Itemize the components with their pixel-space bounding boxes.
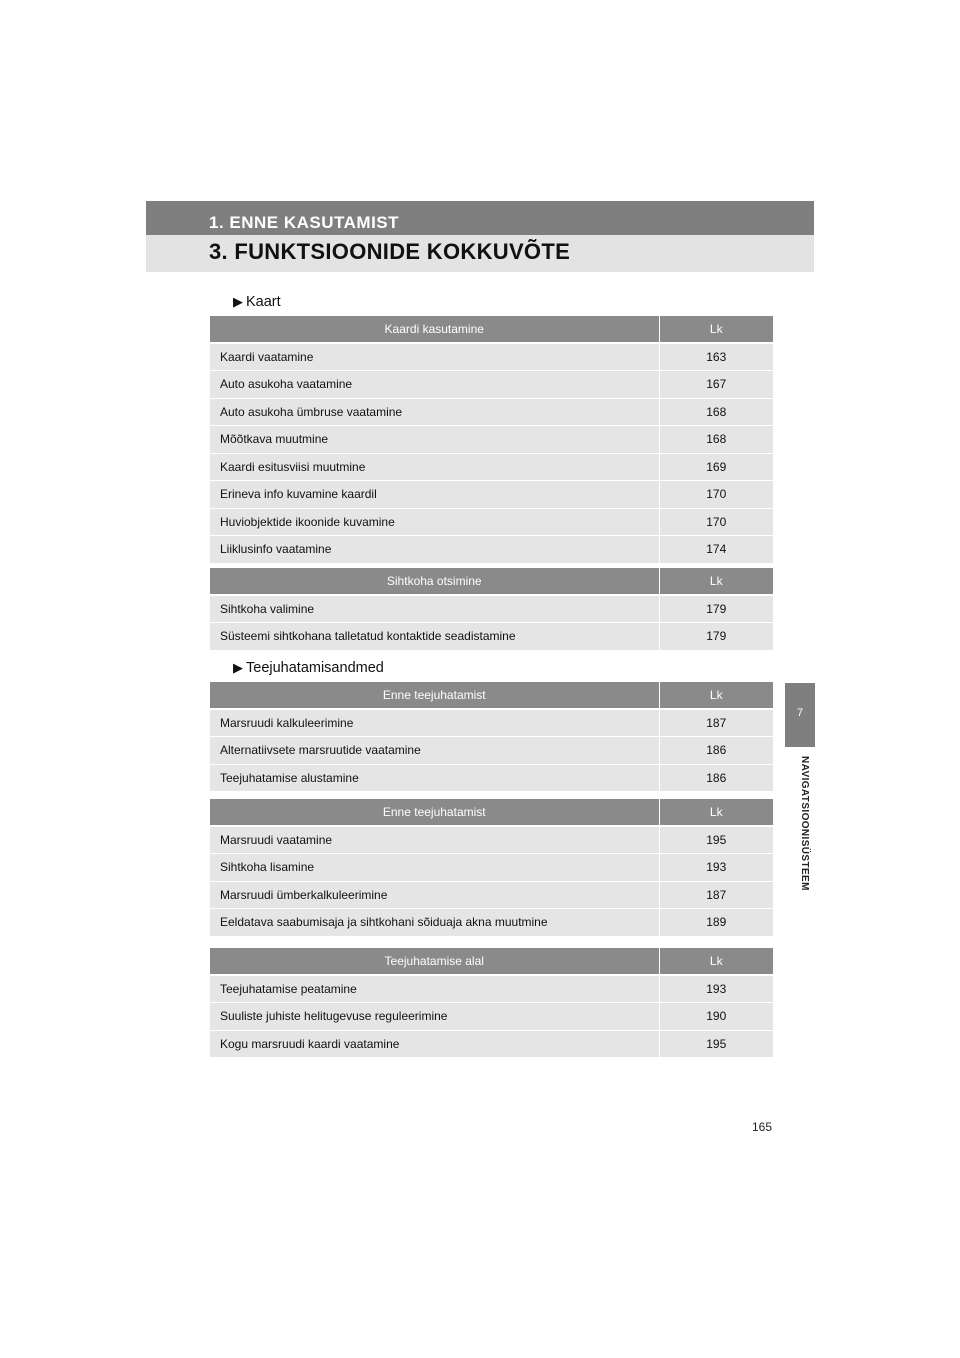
page-ref-cell: 186: [659, 764, 773, 792]
heading-label: Teejuhatamisandmed: [246, 660, 384, 676]
column-header-function: Sihtkoha otsimine: [210, 568, 659, 595]
column-header-page: Lk: [659, 682, 773, 709]
page-ref-cell: 195: [659, 1030, 773, 1058]
function-name-cell: Auto asukoha ümbruse vaatamine: [210, 398, 659, 426]
page-ref-cell: 169: [659, 453, 773, 481]
table-row: [210, 371, 773, 399]
function-name-cell: Süsteemi sihtkohana talletatud kontaktide seadistamine: [210, 623, 659, 651]
table-row: [210, 737, 773, 765]
page-ref-cell: 174: [659, 536, 773, 564]
section-title: 3. FUNKTSIOONIDE KOKKUVÕTE: [146, 235, 814, 272]
heading-teejuhatamisandmed: [233, 660, 384, 676]
page-ref-cell: 168: [659, 426, 773, 454]
function-name-cell: Marsruudi ümberkalkuleerimine: [210, 881, 659, 909]
table-row: [210, 764, 773, 792]
page-ref-cell: 179: [659, 623, 773, 651]
table-row: [210, 508, 773, 536]
function-table: [210, 799, 773, 937]
column-header-page: Lk: [659, 799, 773, 826]
column-header-page: Lk: [659, 568, 773, 595]
table-row: [210, 426, 773, 454]
page-ref-cell: 193: [659, 975, 773, 1003]
table-row: [210, 453, 773, 481]
table-row: [210, 595, 773, 623]
function-table: [210, 568, 773, 651]
chapter-side-label: NAVIGATSIOONISÜSTEEM: [799, 756, 810, 891]
function-table: [210, 948, 773, 1058]
page-ref-cell: 189: [659, 909, 773, 937]
function-table: [210, 316, 773, 564]
column-header-function: Kaardi kasutamine: [210, 316, 659, 343]
function-name-cell: Liiklusinfo vaatamine: [210, 536, 659, 564]
page-ref-cell: 170: [659, 508, 773, 536]
page-ref-cell: 167: [659, 371, 773, 399]
table-header-row: [210, 799, 773, 826]
column-header-function: Enne teejuhatamist: [210, 682, 659, 709]
table-row: [210, 709, 773, 737]
page-ref-cell: 170: [659, 481, 773, 509]
heading-label: Kaart: [246, 294, 281, 310]
function-name-cell: Kaardi vaatamine: [210, 343, 659, 371]
function-name-cell: Teejuhatamise peatamine: [210, 975, 659, 1003]
function-name-cell: Erineva info kuvamine kaardil: [210, 481, 659, 509]
table-row: [210, 909, 773, 937]
table-row: [210, 1030, 773, 1058]
function-name-cell: Auto asukoha vaatamine: [210, 371, 659, 399]
table-row: [210, 975, 773, 1003]
page-ref-cell: 187: [659, 881, 773, 909]
heading-kaart: [233, 294, 281, 310]
table-row: [210, 881, 773, 909]
page-ref-cell: 190: [659, 1003, 773, 1031]
table-header-row: [210, 682, 773, 709]
page-number: 165: [752, 1120, 773, 1134]
column-header-page: Lk: [659, 316, 773, 343]
table-row: [210, 1003, 773, 1031]
page-ref-cell: 168: [659, 398, 773, 426]
function-name-cell: Alternatiivsete marsruutide vaatamine: [210, 737, 659, 765]
table-row: [210, 536, 773, 564]
table-row: [210, 398, 773, 426]
table-header-row: [210, 316, 773, 343]
table-row: [210, 826, 773, 854]
table-header-row: [210, 568, 773, 595]
chapter-title: 1. ENNE KASUTAMIST: [146, 201, 814, 235]
page-ref-cell: 195: [659, 826, 773, 854]
function-name-cell: Suuliste juhiste helitugevuse reguleerimine: [210, 1003, 659, 1031]
page-ref-cell: 186: [659, 737, 773, 765]
triangle-right-icon: ▶: [233, 294, 243, 309]
table-row: [210, 481, 773, 509]
function-name-cell: Eeldatava saabumisaja ja sihtkohani sõiduaja akna muutmine: [210, 909, 659, 937]
page-ref-cell: 163: [659, 343, 773, 371]
triangle-right-icon: ▶: [233, 660, 243, 675]
column-header-page: Lk: [659, 948, 773, 975]
column-header-function: Enne teejuhatamist: [210, 799, 659, 826]
function-name-cell: Marsruudi kalkuleerimine: [210, 709, 659, 737]
function-name-cell: Sihtkoha valimine: [210, 595, 659, 623]
function-name-cell: Kaardi esitusviisi muutmine: [210, 453, 659, 481]
function-table: [210, 682, 773, 792]
page-ref-cell: 187: [659, 709, 773, 737]
table-row: [210, 623, 773, 651]
table-row: [210, 343, 773, 371]
table-header-row: [210, 948, 773, 975]
function-name-cell: Mõõtkava muutmine: [210, 426, 659, 454]
page-ref-cell: 193: [659, 854, 773, 882]
function-name-cell: Huviobjektide ikoonide kuvamine: [210, 508, 659, 536]
chapter-tab-number: 7: [796, 707, 804, 719]
chapter-tab: [785, 683, 815, 747]
column-header-function: Teejuhatamise alal: [210, 948, 659, 975]
function-name-cell: Marsruudi vaatamine: [210, 826, 659, 854]
page-ref-cell: 179: [659, 595, 773, 623]
table-row: [210, 854, 773, 882]
function-name-cell: Sihtkoha lisamine: [210, 854, 659, 882]
function-name-cell: Teejuhatamise alustamine: [210, 764, 659, 792]
function-name-cell: Kogu marsruudi kaardi vaatamine: [210, 1030, 659, 1058]
